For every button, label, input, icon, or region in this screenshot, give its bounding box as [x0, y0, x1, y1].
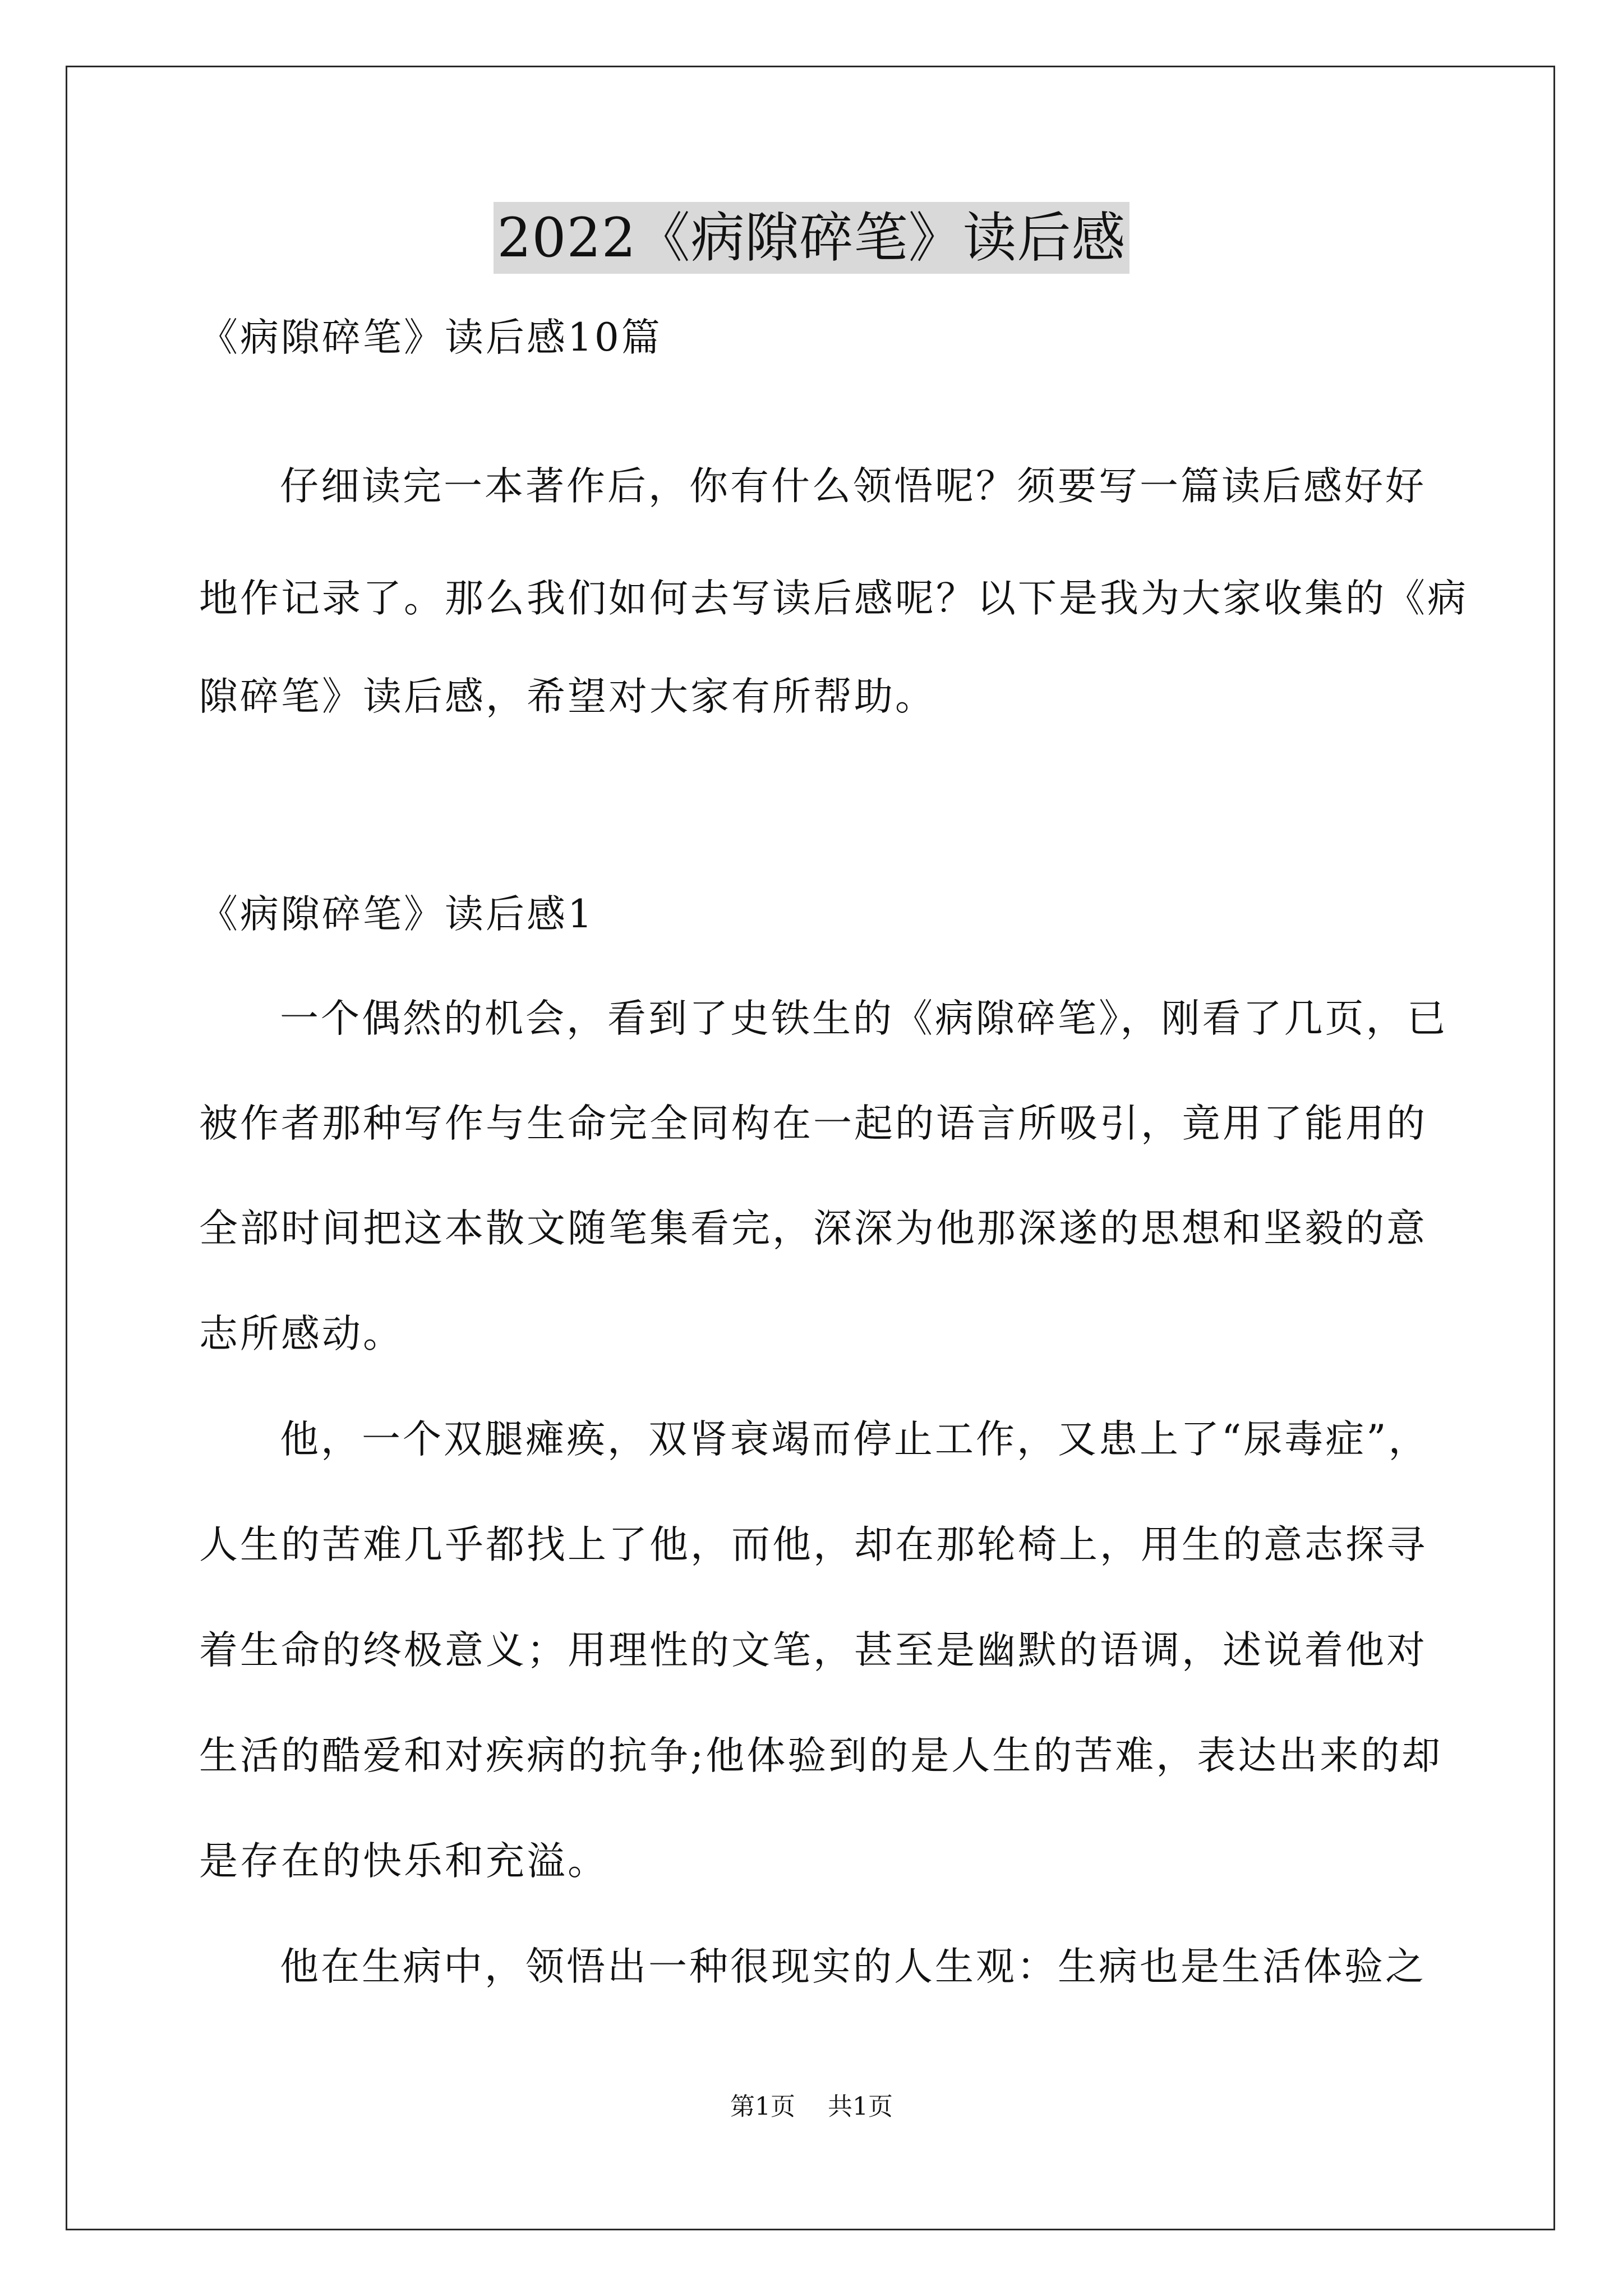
page-border: [66, 66, 1555, 2230]
paragraph-line: 志所感动。: [199, 1312, 404, 1356]
section-heading: 《病隙碎笔》读后感1: [199, 892, 594, 937]
paragraph-line: 他，一个双腿瘫痪，双肾衰竭而停止工作，又患上了“尿毒症”，: [280, 1417, 1430, 1462]
subtitle-line: 《病隙碎笔》读后感10篇: [199, 315, 662, 360]
document-title[interactable]: 2022《病隙碎笔》读后感: [494, 202, 1129, 274]
paragraph-line: 人生的苦难几乎都找上了他，而他，却在那轮椅上，用生的意志探寻: [199, 1522, 1427, 1567]
page-footer: [0, 2091, 1623, 2123]
paragraph-line: 隙碎笔》读后感，希望对大家有所帮助。: [199, 674, 936, 719]
title-container: [0, 202, 1623, 274]
paragraph-line: 着生命的终极意义；用理性的文笔，甚至是幽默的语调，述说着他对: [199, 1628, 1427, 1673]
paragraph-line: 他在生病中，领悟出一种很现实的人生观：生病也是生活体验之: [280, 1944, 1426, 1989]
paragraph-line: 生活的酷爱和对疾病的抗争;他体验到的是人生的苦难，表达出来的却: [199, 1733, 1443, 1778]
paragraph-line: 被作者那种写作与生命完全同构在一起的语言所吸引，竟用了能用的: [199, 1101, 1427, 1146]
page-total: 共1页: [828, 2092, 893, 2121]
paragraph-line: 全部时间把这本散文随笔集看完，深深为他那深遂的思想和坚毅的意: [199, 1206, 1427, 1251]
paragraph-line: 地作记录了。那么我们如何去写读后感呢？以下是我为大家收集的《病: [199, 576, 1468, 621]
page-number: 第1页: [730, 2092, 795, 2121]
paragraph-line: 一个偶然的机会，看到了史铁生的《病隙碎笔》，刚看了几页，已: [280, 996, 1448, 1041]
paragraph-line: 是存在的快乐和充溢。: [199, 1839, 608, 1884]
paragraph-line: 仔细读完一本著作后，你有什么领悟呢？须要写一篇读后感好好: [280, 464, 1426, 509]
